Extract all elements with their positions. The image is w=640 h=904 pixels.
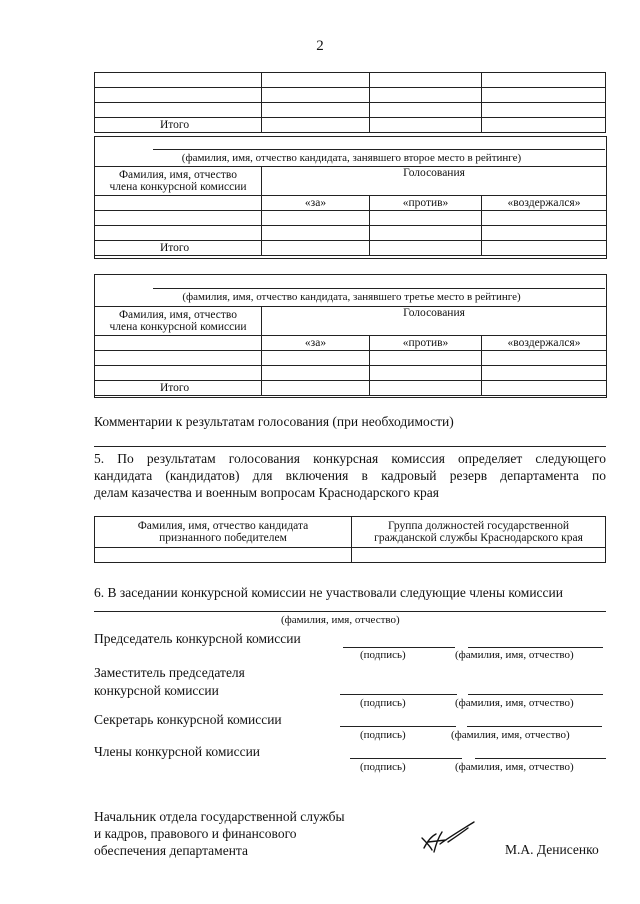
comments-line (94, 446, 606, 447)
table-row (95, 103, 606, 118)
total-label: Итого (95, 241, 262, 256)
chairman-label: Председатель конкурсной комиссии (94, 631, 301, 646)
fio-caption: (фамилия, имя, отчество) (455, 649, 574, 661)
col-for: «за» (262, 336, 370, 351)
handwritten-signature (418, 818, 482, 858)
footer-name: М.А. Денисенко (505, 842, 599, 857)
member-header: Фамилия, имя, отчество члена конкурсной комиссии (95, 167, 262, 196)
absent-members-line (94, 611, 606, 612)
candidate-3-caption: (фамилия, имя, отчество кандидата, занявшего третье место в рейтинге) (182, 291, 521, 303)
col-for: «за» (262, 196, 370, 211)
table-header-row (95, 517, 606, 548)
page-number: 2 (316, 38, 324, 54)
table-row (95, 336, 607, 351)
table-row (95, 211, 607, 226)
fio-caption: (фамилия, имя, отчество) (455, 761, 574, 773)
col-against: «против» (370, 196, 482, 211)
col-abstain: «воздержался» (482, 336, 607, 351)
sign-caption: (подпись) (360, 761, 406, 773)
position-group-col-header: Группа должностей государственной гражданской службы Краснодарского края (352, 517, 606, 548)
table-row (95, 73, 606, 88)
members-label: Члены конкурсной комиссии (94, 744, 261, 759)
table-row (95, 548, 606, 563)
fio-line (153, 149, 605, 150)
fio-caption: (фамилия, имя, отчество) (451, 729, 570, 741)
candidate-2-caption: (фамилия, имя, отчество кандидата, занявшего второе место в рейтинге) (181, 152, 522, 164)
table-row (95, 226, 607, 241)
fio-line (475, 758, 606, 759)
fio-line (153, 288, 605, 289)
signature-line (340, 726, 456, 727)
fio-line (467, 726, 602, 727)
votes-header: Голосования (262, 307, 607, 336)
fio-caption: (фамилия, имя, отчество) (455, 697, 574, 709)
total-row (95, 118, 606, 133)
section-6-text: 6. В заседании конкурсной комиссии не участвовали следующие члены комиссии (94, 585, 563, 600)
col-against: «против» (370, 336, 482, 351)
fio-line (468, 694, 603, 695)
signature-line (340, 694, 457, 695)
comments-label: Комментарии к результатам голосования (при необходимости) (94, 414, 454, 429)
total-row (95, 381, 607, 396)
signature-line (350, 758, 462, 759)
secretary-label: Секретарь конкурсной комиссии (94, 712, 282, 727)
sign-caption: (подпись) (360, 729, 406, 741)
table-row (95, 351, 607, 366)
sign-caption: (подпись) (360, 697, 406, 709)
table-row (95, 196, 607, 211)
table-row (95, 88, 606, 103)
total-row (95, 241, 607, 256)
member-header: Фамилия, имя, отчество члена конкурсной комиссии (95, 307, 262, 336)
fio-line (468, 647, 603, 648)
votes-header: Голосования (262, 167, 607, 196)
total-label: Итого (95, 118, 262, 133)
total-label: Итого (95, 381, 262, 396)
signature-line (343, 647, 455, 648)
sign-caption: (подпись) (360, 649, 406, 661)
winner-table (94, 516, 606, 563)
footer-position: Начальник отдела государственной службы и кадров, правового и финансового обеспечения департамента (94, 809, 345, 858)
absent-fio-caption: (фамилия, имя, отчество) (281, 614, 400, 626)
section-5-text: 5. По результатам голосования конкурсная комиссия определяет следующего кандидата (кандидатов) для включения в кадровый резерв департамента по делам казачества и военным вопросам Краснодарского края (94, 451, 606, 500)
deputy-label: Заместитель председателя конкурсной комиссии (94, 665, 245, 698)
votes-table-2 (94, 166, 607, 256)
table-continuation (94, 72, 606, 133)
winner-col-header: Фамилия, имя, отчество кандидата признанного победителем (95, 517, 352, 548)
votes-table-3 (94, 306, 607, 396)
table-row (95, 366, 607, 381)
col-abstain: «воздержался» (482, 196, 607, 211)
